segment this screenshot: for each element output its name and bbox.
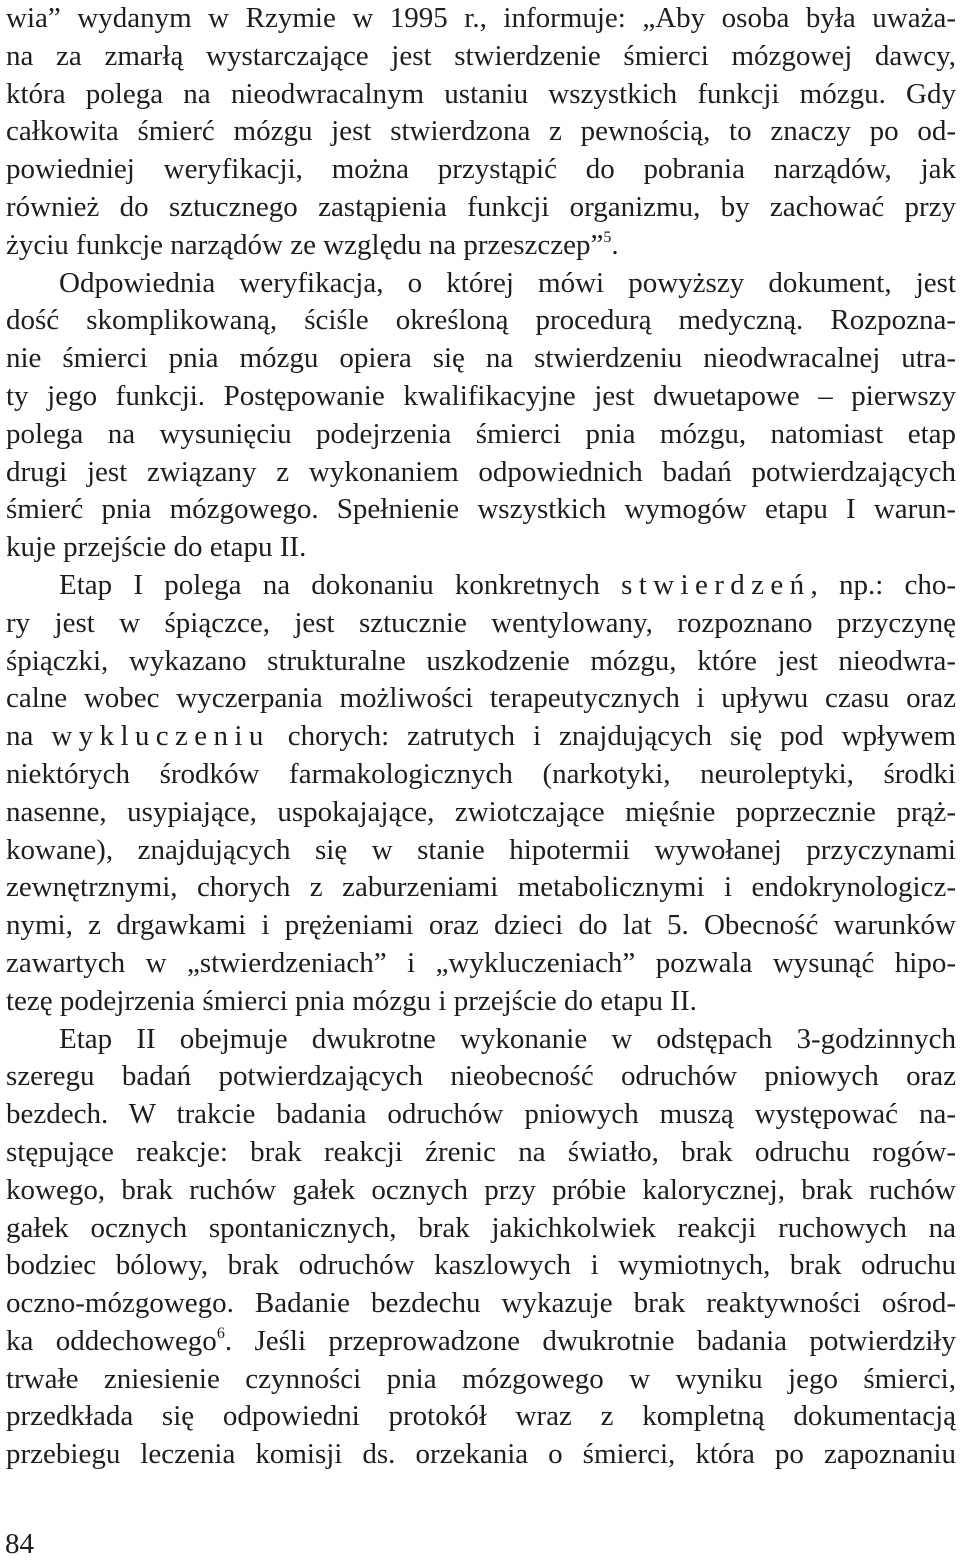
text-line <box>6 756 956 794</box>
footnote-ref: 5 <box>603 228 612 246</box>
line-text: zawartych w „stwierdzeniach” i „wykluczeniach” pozwala wysunąć hipo- <box>6 946 956 979</box>
text-line <box>6 189 956 227</box>
line-text-continued: . <box>611 228 619 261</box>
text-line <box>6 529 956 567</box>
line-text: nymi, z drgawkami i prężeniami oraz dzieci do lat 5. Obecność warunków <box>6 909 956 942</box>
line-text: trwałe zniesienie czynności pnia mózgowego w wyniku jego śmierci, <box>6 1362 956 1395</box>
line-text: śmierć pnia mózgowego. Spełnienie wszystkich wymogów etapu I warun- <box>6 493 956 526</box>
text-line <box>6 0 956 38</box>
line-text: ka oddechowego <box>6 1324 217 1357</box>
line-text: stępujące reakcje: brak reakcji źrenic na światło, brak odruchu rogów- <box>6 1135 956 1168</box>
line-text: Odpowiednia weryfikacja, o której mówi powyższy dokument, jest <box>59 266 956 299</box>
line-text: bezdech. W trakcie badania odruchów pniowych muszą występować na- <box>6 1098 956 1131</box>
page-number: 84 <box>5 1528 34 1560</box>
text-line <box>6 113 956 151</box>
line-text-continued: chorych: zatrutych i znajdujących się pod wpływem <box>269 720 956 753</box>
line-text-continued: , np.: cho- <box>810 568 956 601</box>
line-text: polega na wysunięciu podejrzenia śmierci pnia mózgu, natomiast etap <box>6 417 956 450</box>
line-text: oczno-mózgowego. Badanie bezdechu wykazuje brak reaktywności ośrod- <box>6 1287 956 1320</box>
text-line <box>6 605 956 643</box>
text-line <box>6 794 956 832</box>
text-line <box>6 1172 956 1210</box>
text-line <box>6 1096 956 1134</box>
text-line <box>6 643 956 681</box>
text-line <box>6 1285 956 1323</box>
text-line <box>6 832 956 870</box>
line-text: życiu funkcje narządów ze względu na przeszczep” <box>6 228 604 261</box>
line-text: która polega na nieodwracalnym ustaniu wszystkich funkcji mózgu. Gdy <box>6 77 956 110</box>
text-line <box>6 1021 956 1059</box>
text-line <box>6 416 956 454</box>
text-line <box>6 302 956 340</box>
text-line <box>6 491 956 529</box>
line-text: bodziec bólowy, brak odruchów kaszlowych i wymiotnych, brak odruchu <box>6 1249 956 1282</box>
line-text: również do sztucznego zastąpienia funkcji organizmu, by zachować przy <box>6 190 956 223</box>
text-line <box>6 151 956 189</box>
line-text: na za zmarłą wystarczające jest stwierdzenie śmierci mózgowej dawcy, <box>6 39 956 72</box>
line-text: przebiegu leczenia komisji ds. orzekania o śmierci, która po zapoznaniu <box>6 1438 956 1471</box>
text-line <box>6 869 956 907</box>
text-line <box>6 1323 956 1361</box>
spaced-emphasis: stwierdzeń <box>621 568 811 601</box>
line-text: ry jest w śpiączce, jest sztucznie wentylowany, rozpoznano przyczynę <box>6 606 956 639</box>
text-line <box>6 1398 956 1436</box>
text-line <box>6 983 956 1021</box>
line-text-continued: . Jeśli przeprowadzone dwukrotnie badania potwierdziły <box>224 1324 956 1357</box>
text-line <box>6 378 956 416</box>
text-line <box>6 680 956 718</box>
line-text: zewnętrznymi, chorych z zaburzeniami metabolicznymi i endokrynologicz- <box>6 871 956 904</box>
text-line <box>6 945 956 983</box>
line-text: Etap I polega na dokonaniu konkretnych <box>59 568 622 601</box>
line-text: ty jego funkcji. Postępowanie kwalifikacyjne jest dwuetapowe – pierwszy <box>6 379 956 412</box>
text-line <box>6 907 956 945</box>
text-line <box>6 38 956 76</box>
line-text: przedkłada się odpowiedni protokół wraz z kompletną dokumentacją <box>6 1400 956 1433</box>
text-line <box>6 340 956 378</box>
line-text: śpiączki, wykazano strukturalne uszkodzenie mózgu, które jest nieodwra- <box>6 644 956 677</box>
line-text: wia” wydanym w Rzymie w 1995 r., informuje: „Aby osoba była uważa- <box>6 2 956 34</box>
line-text: nasenne, usypiające, uspokajające, zwiotczające mięśnie poprzecznie prąż- <box>6 795 956 828</box>
line-text: Etap II obejmuje dwukrotne wykonanie w odstępach 3-godzinnych <box>59 1022 956 1055</box>
line-text: calne wobec wyczerpania możliwości terapeutycznych i upływu czasu oraz <box>6 682 956 715</box>
spaced-emphasis: wykluczeniu <box>51 720 270 753</box>
line-text: gałek ocznych spontanicznych, brak jakichkolwiek reakcji ruchowych na <box>6 1211 956 1244</box>
body-text <box>6 0 956 1474</box>
text-line <box>6 567 956 605</box>
line-text: całkowita śmierć mózgu jest stwierdzona z pewnością, to znaczy po od- <box>6 115 956 148</box>
text-line <box>6 76 956 114</box>
text-line <box>6 454 956 492</box>
line-text: kuje przejście do etapu II. <box>6 531 307 564</box>
line-text: drugi jest związany z wykonaniem odpowiednich badań potwierdzających <box>6 455 956 488</box>
text-line <box>6 1134 956 1172</box>
text-line <box>6 1210 956 1248</box>
line-text: dość skomplikowaną, ściśle określoną procedurą medyczną. Rozpozna- <box>6 304 956 337</box>
line-text: tezę podejrzenia śmierci pnia mózgu i przejście do etapu II. <box>6 984 697 1017</box>
text-line <box>6 1247 956 1285</box>
text-line <box>6 227 956 265</box>
line-text: kowego, brak ruchów gałek ocznych przy próbie kalorycznej, brak ruchów <box>6 1173 956 1206</box>
line-text: kowane), znajdujących się w stanie hipotermii wywołanej przyczynami <box>6 833 956 866</box>
text-line <box>6 1058 956 1096</box>
text-line <box>6 718 956 756</box>
line-text: niektórych środków farmakologicznych (narkotyki, neuroleptyki, środki <box>6 757 956 790</box>
line-text: powiedniej weryfikacji, można przystąpić do pobrania narządów, jak <box>6 153 956 186</box>
text-line <box>6 1361 956 1399</box>
footnote-ref: 6 <box>216 1324 225 1342</box>
line-text: na <box>6 720 52 753</box>
text-line <box>6 265 956 303</box>
text-line <box>6 1436 956 1474</box>
line-text: szeregu badań potwierdzających nieobecność odruchów pniowych oraz <box>6 1060 956 1093</box>
line-text: nie śmierci pnia mózgu opiera się na stwierdzeniu nieodwracalnej utra- <box>6 342 956 375</box>
